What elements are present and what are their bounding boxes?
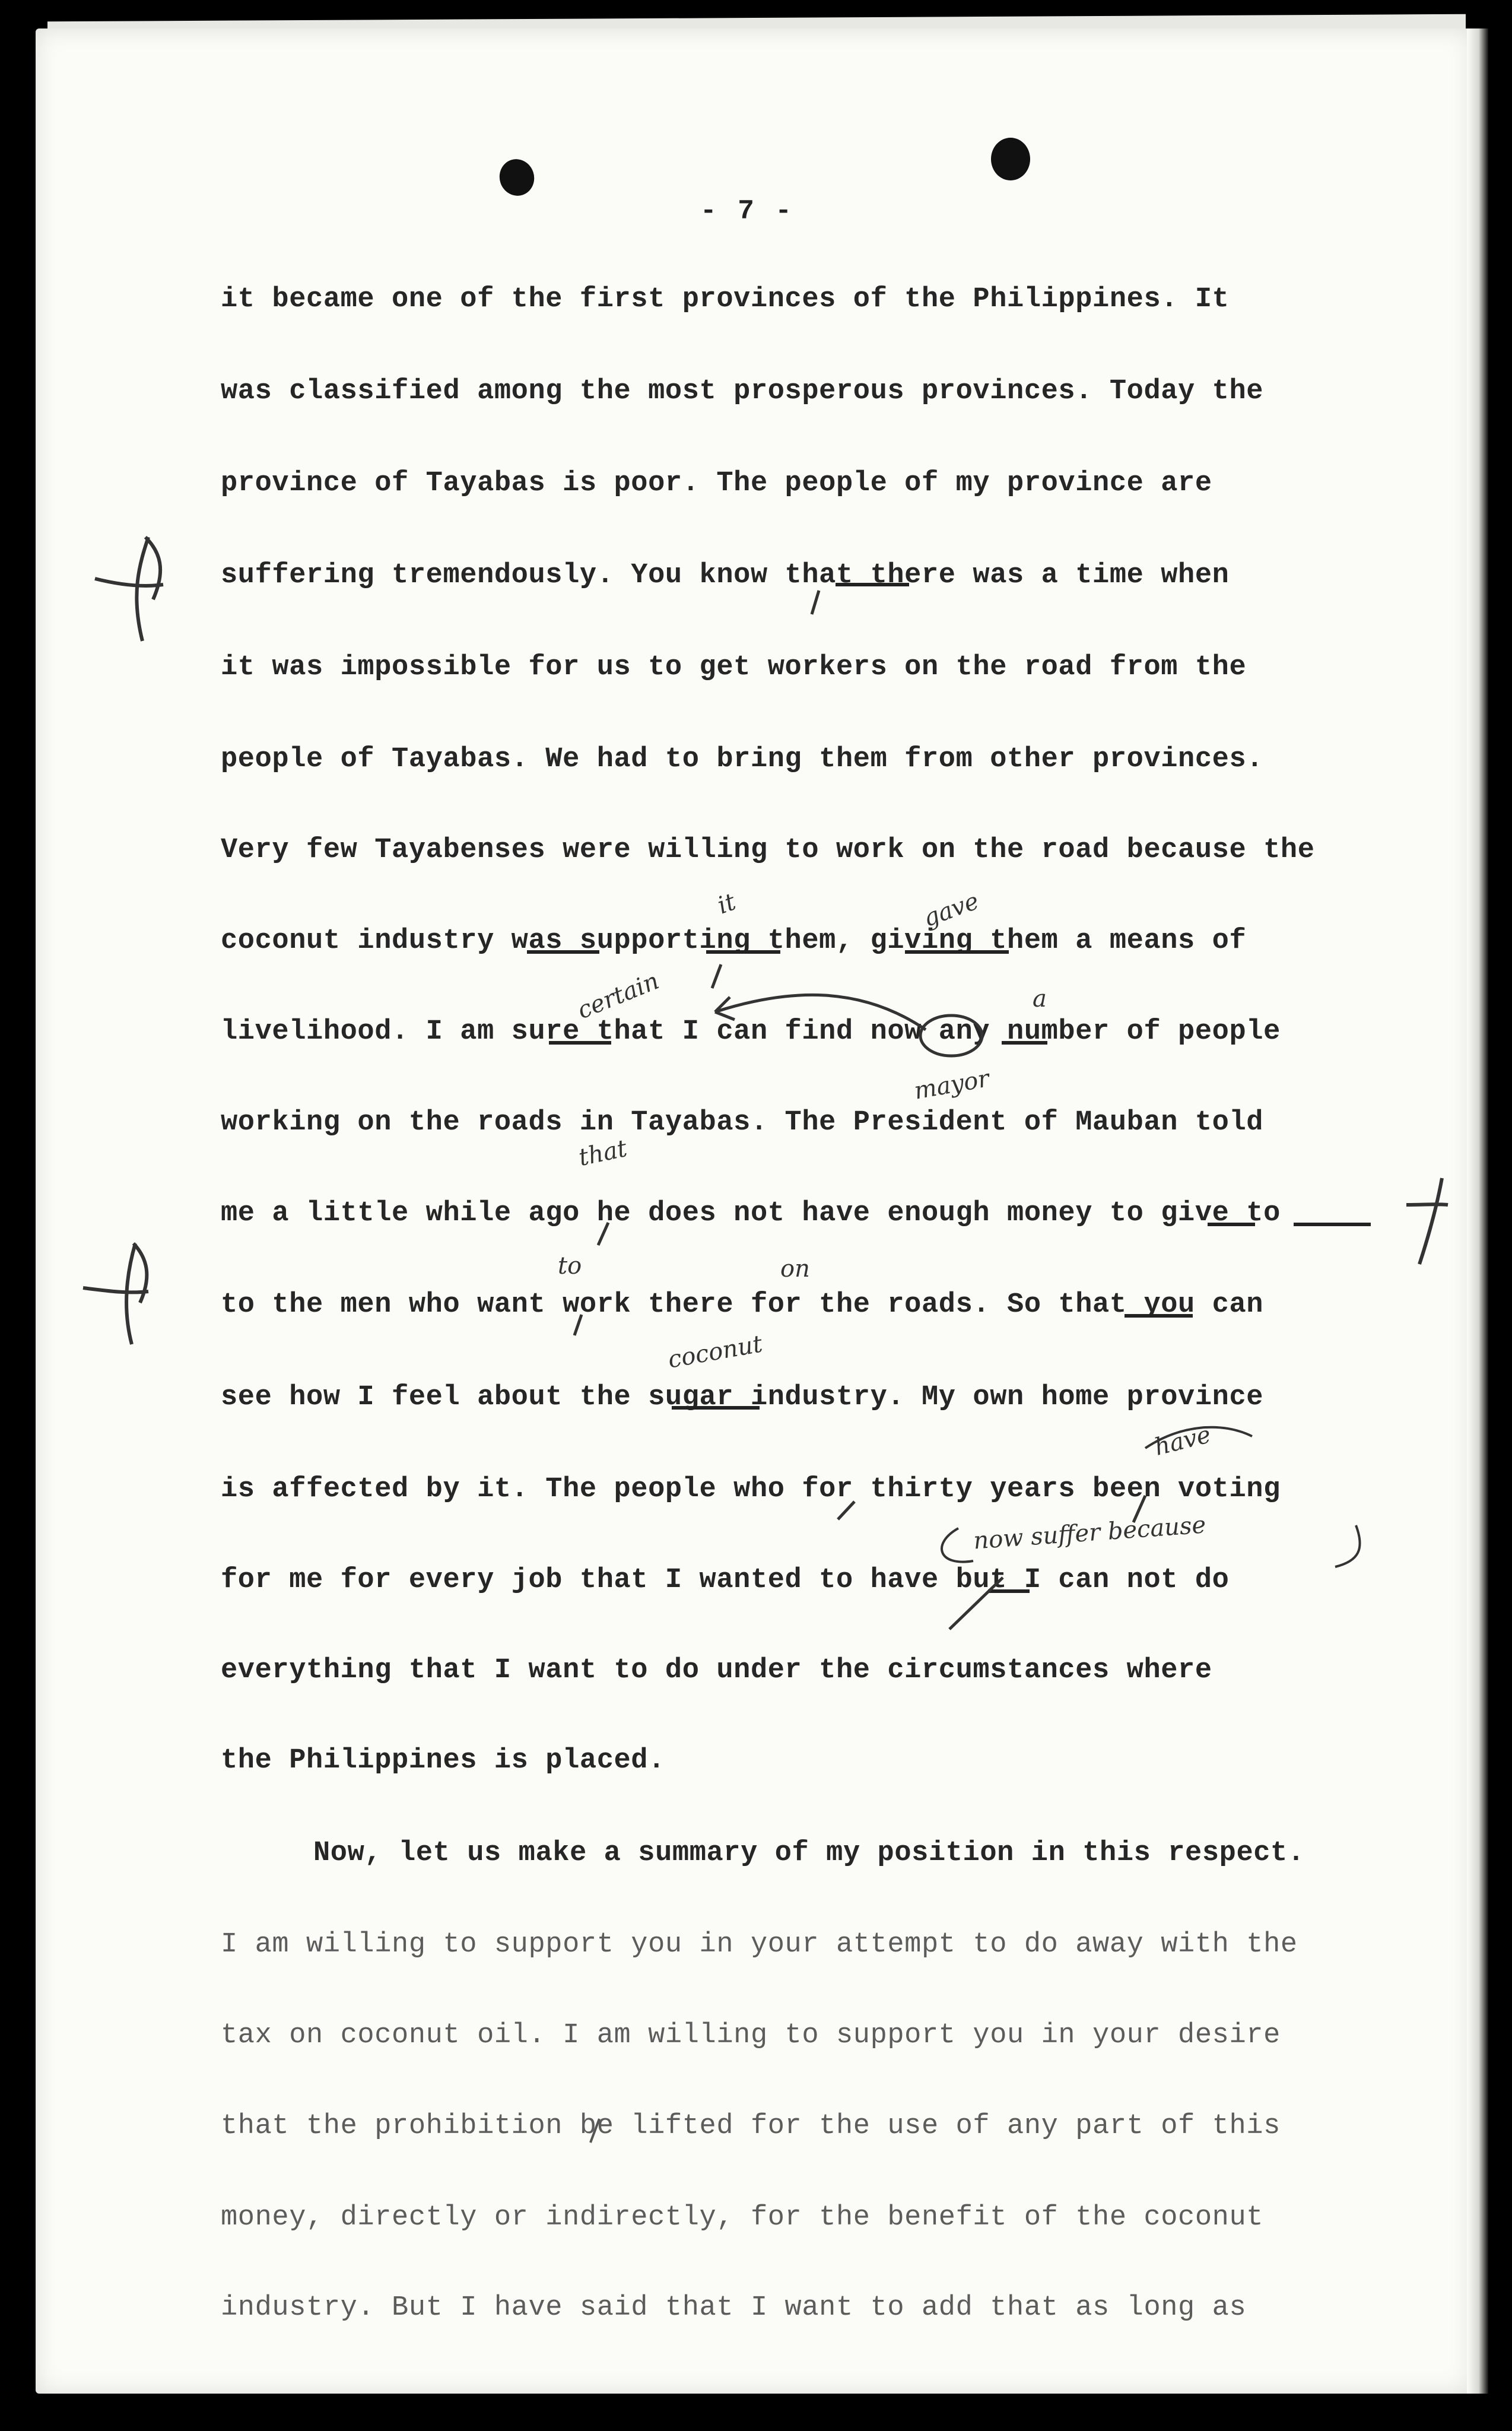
handwritten-it: it <box>714 888 739 920</box>
text-line-9: livelihood. I am sure that I can find now any number of people <box>221 1016 1281 1048</box>
text-line-13: see how I feel about the sugar industry. My own home province <box>221 1382 1264 1413</box>
text-line-15: for me for every job that I wanted to have but I can not do <box>221 1564 1230 1596</box>
handwritten-a: a <box>1033 985 1047 1013</box>
handwritten-gave: gave <box>920 887 983 932</box>
text-line-14: is affected by it. The people who for thirty years been voting <box>221 1474 1281 1505</box>
handwritten-have: have <box>1151 1421 1214 1461</box>
text-line-11: me a little while ago he does not have enough money to give to <box>221 1198 1281 1229</box>
text-line-18: Now, let us make a summary of my position in this respect. <box>313 1837 1305 1869</box>
text-line-7: Very few Tayabenses were willing to work on the road because the <box>221 834 1315 866</box>
text-line-4: suffering tremendously. You know that there was a time when <box>221 560 1230 591</box>
text-line-8: coconut industry was supporting them, giving them a means of <box>221 925 1247 957</box>
text-line-20: tax on coconut oil. I am willing to support you in your desire <box>221 2020 1281 2051</box>
text-line-21: that the prohibition be lifted for the use of any part of this <box>221 2111 1281 2142</box>
text-line-22: money, directly or indirectly, for the benefit of the coconut <box>221 2202 1264 2233</box>
text-line-2: was classified among the most prosperous provinces. Today the <box>221 376 1264 407</box>
handwritten-now-suffer-because: now suffer because <box>972 1511 1207 1555</box>
handwritten-coconut: coconut <box>666 1330 765 1374</box>
page-number: - 7 - <box>700 196 795 227</box>
text-line-17: the Philippines is placed. <box>221 1745 665 1776</box>
text-line-19: I am willing to support you in your attempt to do away with the <box>221 1929 1298 1960</box>
text-line-10: working on the roads in Tayabas. The President of Mauban told <box>221 1107 1264 1138</box>
text-line-5: it was impossible for us to get workers on the road from the <box>221 652 1247 683</box>
handwritten-that: that <box>576 1135 630 1172</box>
text-line-12: to the men who want work there for the roads. So that you can <box>221 1289 1264 1321</box>
handwritten-mayor: mayor <box>911 1065 992 1105</box>
text-line-3: province of Tayabas is poor. The people of my province are <box>221 468 1212 499</box>
text-line-16: everything that I want to do under the circumstances where <box>221 1655 1212 1686</box>
punch-hole-right <box>991 138 1030 180</box>
handwritten-on: on <box>780 1255 810 1283</box>
handwritten-certain: certain <box>573 967 663 1025</box>
text-line-23: industry. But I have said that I want to add that as long as <box>221 2292 1247 2324</box>
paper-right-edge <box>1467 28 1488 2394</box>
text-line-1: it became one of the first provinces of the Philippines. It <box>221 284 1230 315</box>
handwritten-to: to <box>558 1252 582 1280</box>
text-line-6: people of Tayabas. We had to bring them from other provinces. <box>221 744 1264 775</box>
